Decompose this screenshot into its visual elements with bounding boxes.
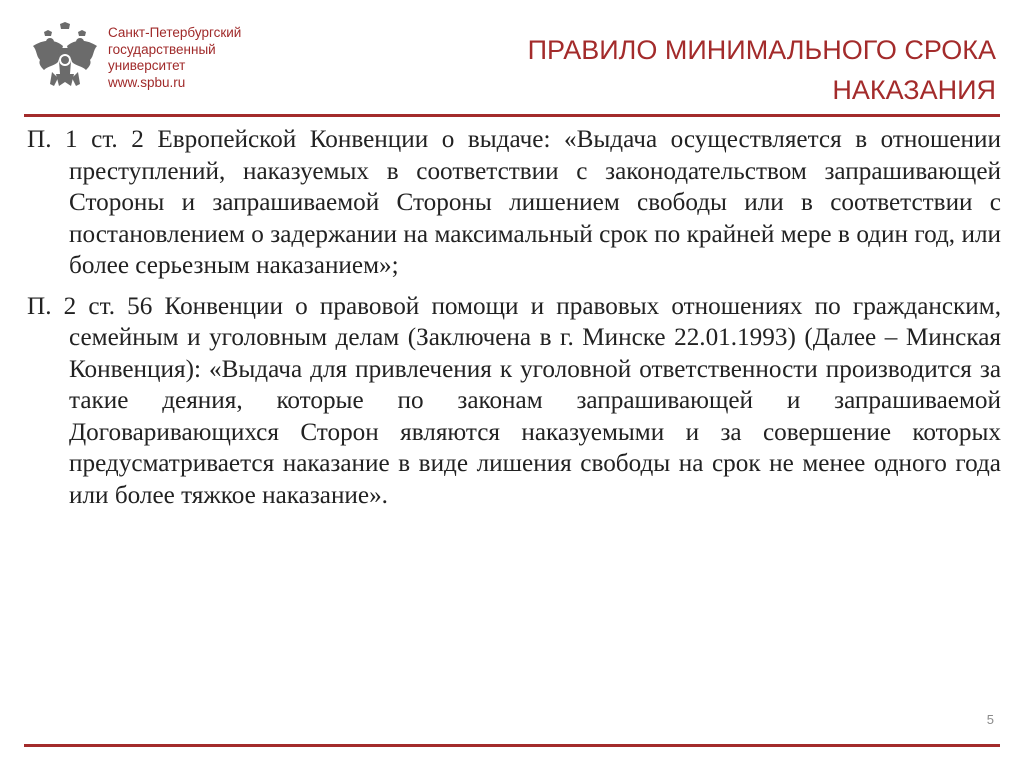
footer-divider — [24, 744, 1000, 747]
paragraph-minsk-convention: П. 2 ст. 56 Конвенции о правовой помощи и правовых отношениях по гражданским, семейным и уголовным делам (Заключена в г. Минске 22.01.1993) (Далее – Минская Конвенция): «Выдача для привлечения к уголовной ответственности производится за такие деяния, которые по законам запрашивающей и запрашиваемой Договаривающихся Сторон являются наказуемыми и за совершение которых предусматривается наказание в виде лишения свободы на срок не менее одного года или более тяжкое наказание». — [27, 292, 1001, 509]
slide-title-line-1: ПРАВИЛО МИНИМАЛЬНОГО СРОКА — [527, 35, 996, 65]
paragraph-european-convention: П. 1 ст. 2 Европейской Конвенции о выдаче: «Выдача осуществляется в отношении преступлений, наказуемых в соответствии с законодательством запрашивающей Стороны и запрашиваемой Стороны лишением свободы или в соответствии с постановлением о задержании на максимальный срок по крайней мере в один год, или более серьезным наказанием»; — [27, 126, 1001, 279]
logo-line-2: государственный — [108, 41, 216, 57]
university-name — [108, 25, 241, 91]
slide-title — [396, 30, 996, 110]
university-logo — [30, 22, 290, 102]
logo-url: www.spbu.ru — [108, 74, 186, 90]
double-headed-eagle-icon — [30, 22, 100, 98]
header-divider — [24, 114, 1000, 117]
logo-line-1: Санкт-Петербургский — [108, 25, 242, 40]
logo-line-3: университет — [108, 58, 186, 73]
slide-title-line-2: НАКАЗАНИЯ — [832, 75, 996, 105]
page-number: 5 — [986, 712, 994, 727]
slide-body — [27, 124, 1001, 520]
